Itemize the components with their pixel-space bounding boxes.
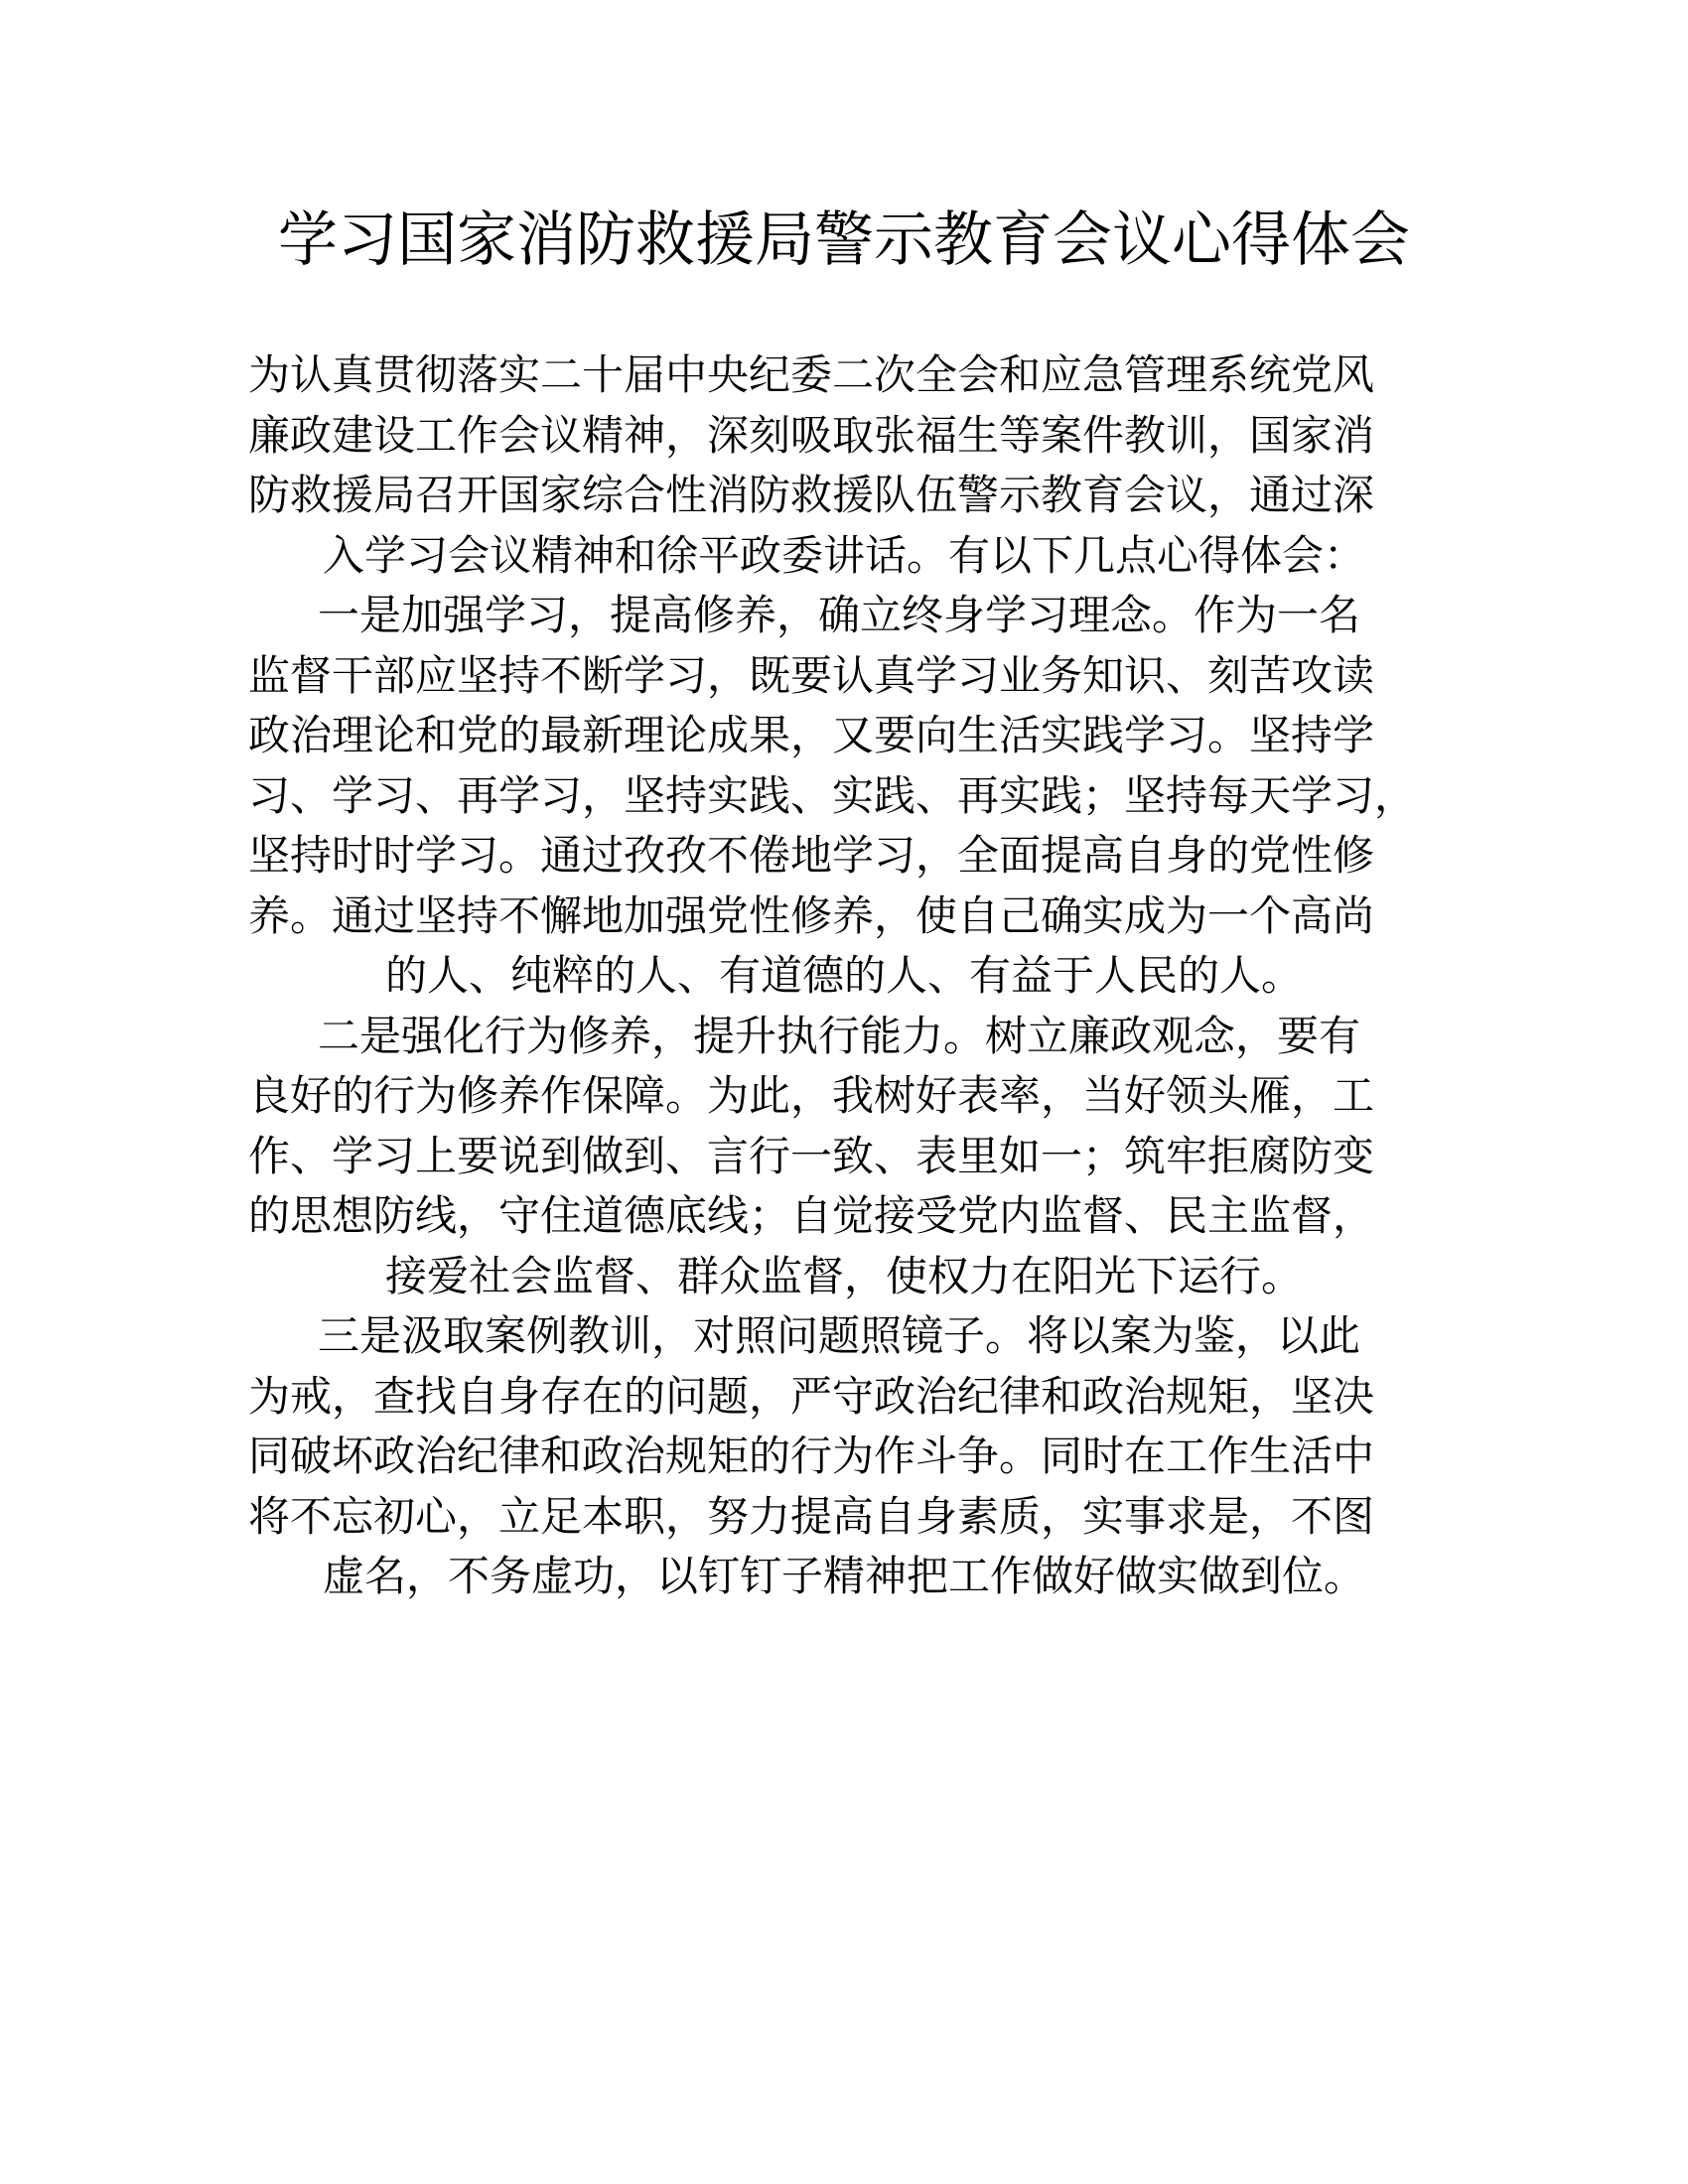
- paragraph-line: 养。通过坚持不懈地加强党性修养，使自己确实成为一个高尚: [248, 890, 1375, 940]
- paragraph-3: [0, 1007, 1688, 1307]
- paragraph-line: 监督干部应坚持不断学习，既要认真学习业务知识、刻苦攻读: [248, 650, 1375, 700]
- paragraph-line: 同破坏政治纪律和政治规矩的行为作斗争。同时在工作生活中: [248, 1432, 1375, 1480]
- paragraph-line: 入学习会议精神和徐平政委讲话。有以下几点心得体会：: [322, 530, 1365, 580]
- paragraph-line: 坚持时时学习。通过孜孜不倦地学习，全面提高自身的党性修: [248, 831, 1375, 880]
- document-body: [0, 345, 1688, 1607]
- paragraph-line: 良好的行为修养作保障。为此，我树好表率，当好领头雁，工: [248, 1071, 1375, 1120]
- paragraph-2: [0, 586, 1688, 1007]
- paragraph-line: 将不忘初心，立足本职，努力提高自身素质，实事求是，不图: [248, 1491, 1375, 1541]
- paragraph-line: 政治理论和党的最新理论成果，又要向生活实践学习。坚持学: [248, 711, 1375, 759]
- paragraph-line: 的人、纯粹的人、有道德的人、有益于人民的人。: [384, 951, 1303, 1000]
- paragraph-line: 为认真贯彻落实二十届中央纪委二次全会和应急管理系统党风: [248, 350, 1375, 399]
- paragraph-line: 接爱社会监督、群众监督，使权力在阳光下运行。: [384, 1251, 1303, 1300]
- paragraph-1: [0, 345, 1688, 586]
- paragraph-line: 虚名，不务虚功，以钉钉子精神把工作做好做实做到位。: [322, 1552, 1365, 1600]
- paragraph-line: 廉政建设工作会议精神，深刻吸取张福生等案件教训，国家消: [248, 410, 1375, 460]
- paragraph-line: 作、学习上要说到做到、言行一致、表里如一；筑牢拒腐防变: [248, 1131, 1375, 1180]
- paragraph-line: 习、学习、再学习，坚持实践、实践、再实践；坚持每天学习，: [248, 770, 1417, 820]
- paragraph-line: 为戒，查找自身存在的问题，严守政治纪律和政治规矩，坚决: [248, 1371, 1375, 1421]
- paragraph-line: 三是汲取案例教训，对照问题照镜子。将以案为鉴，以此: [318, 1311, 1361, 1360]
- paragraph-line: 防救援局召开国家综合性消防救援队伍警示教育会议，通过深: [248, 471, 1375, 519]
- document-title: 学习国家消防救援局警示教育会议心得体会: [278, 205, 1410, 275]
- paragraph-line: 二是强化行为修养，提升执行能力。树立廉政观念，要有: [318, 1011, 1361, 1060]
- paragraph-4: [0, 1306, 1688, 1607]
- paragraph-line: 一是加强学习，提高修养，确立终身学习理念。作为一名: [318, 591, 1361, 639]
- paragraph-line: 的思想防线，守住道德底线；自觉接受党内监督、民主监督，: [248, 1191, 1375, 1240]
